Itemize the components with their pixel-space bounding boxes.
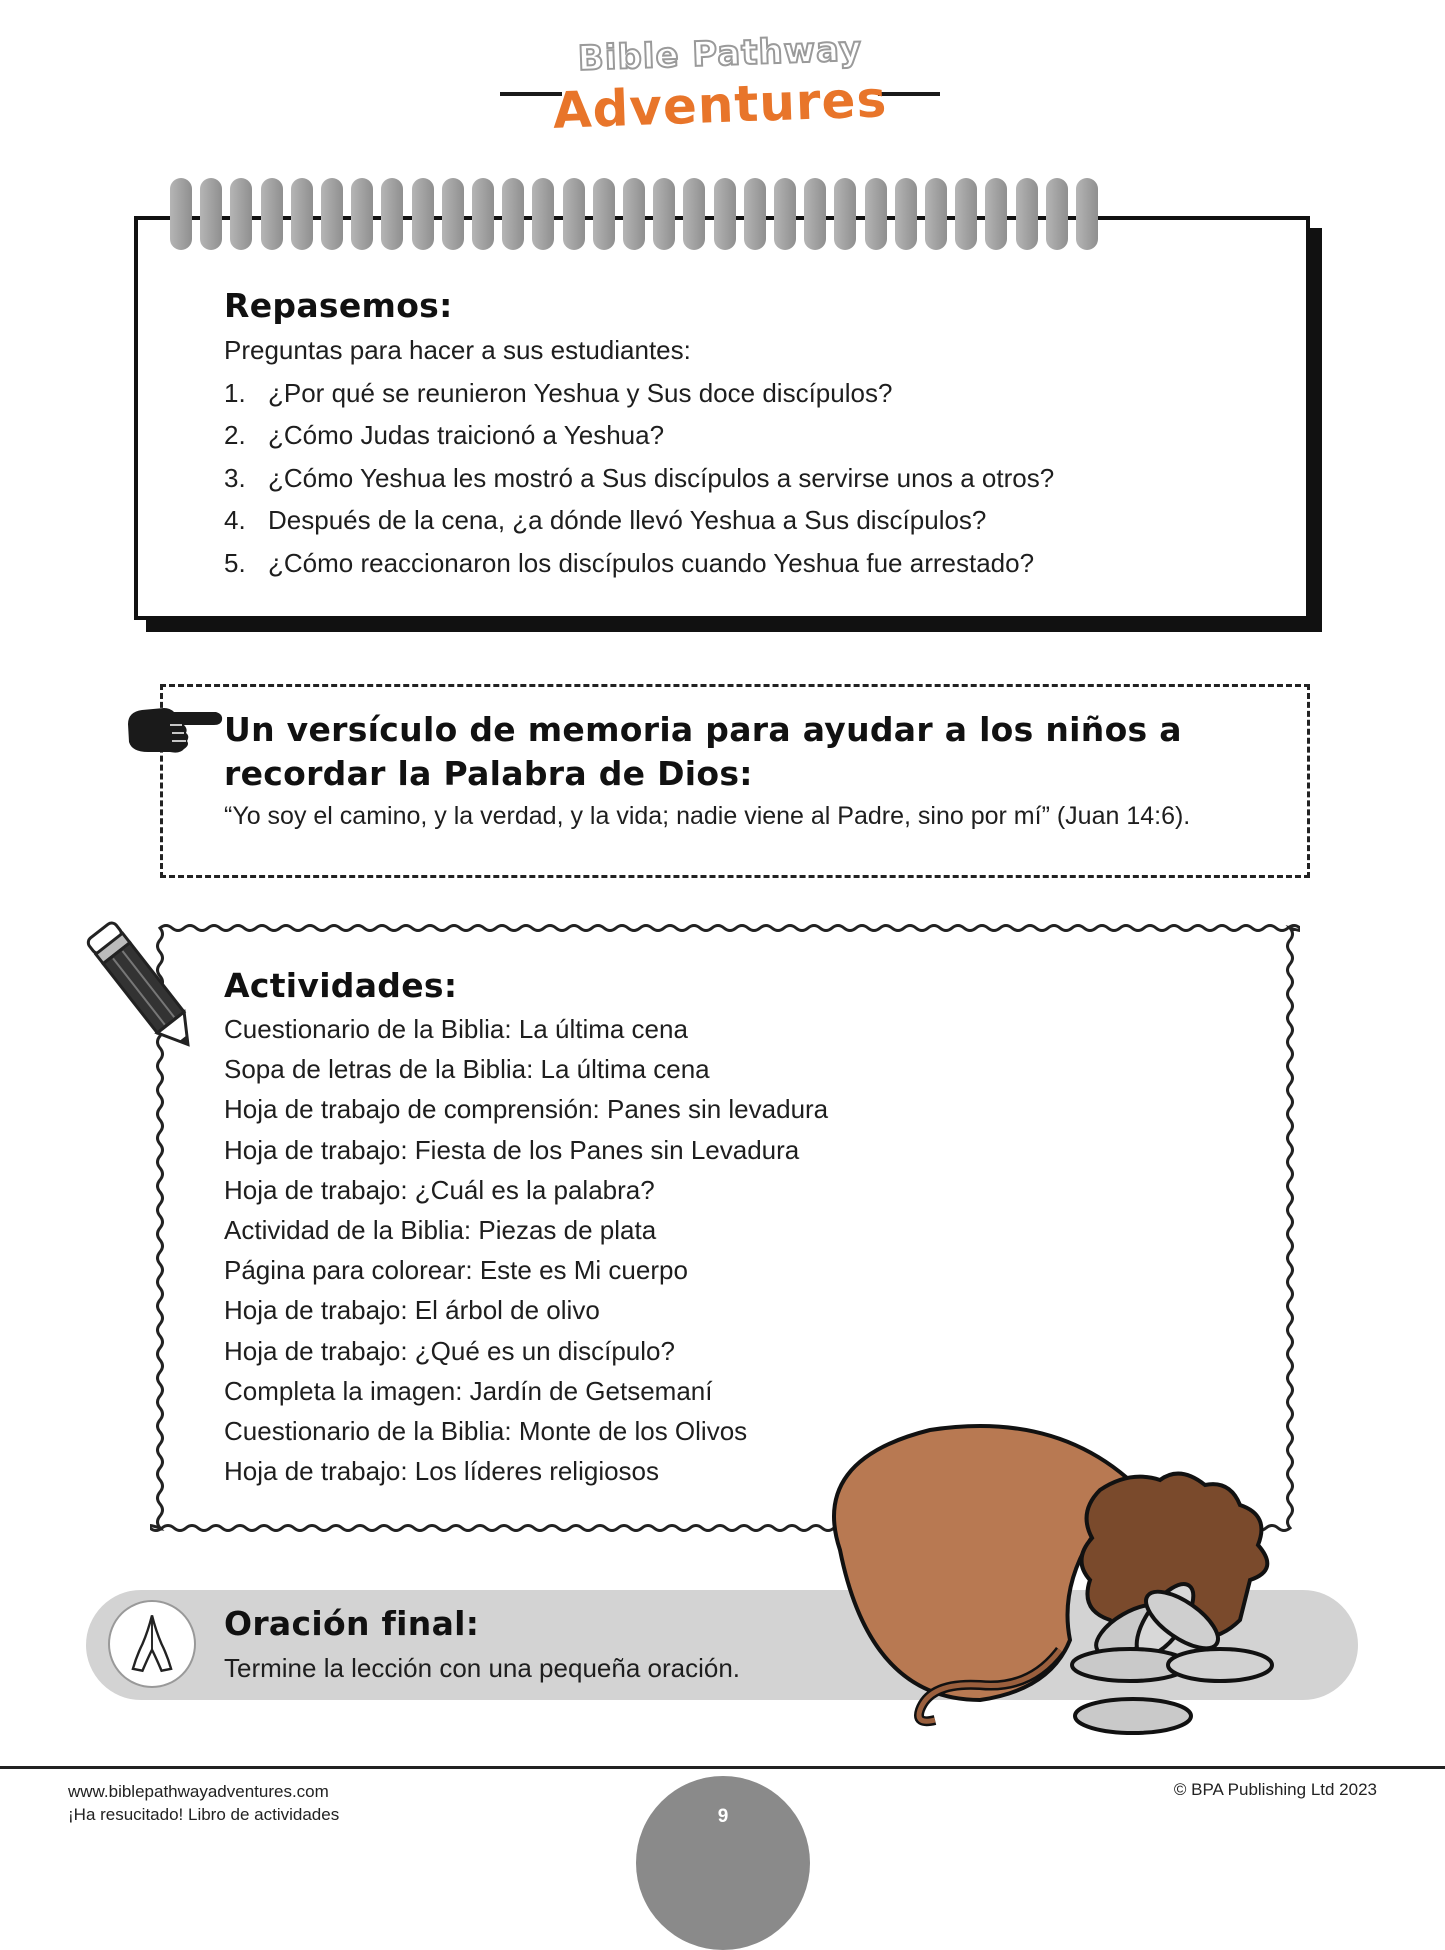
memory-verse-title-line2: recordar la Palabra de Dios: (224, 754, 753, 793)
review-intro: Preguntas para hacer a sus estudiantes: (224, 335, 691, 365)
activity-item: Hoja de trabajo: Fiesta de los Panes sin Levadura (224, 1134, 800, 1165)
activity-item: Cuestionario de la Biblia: Monte de los Olivos (224, 1416, 748, 1447)
activity-item: Hoja de trabajo: ¿Cuál es la palabra? (224, 1174, 655, 1205)
footer-book-title: ¡Ha resucitado! Libro de actividades (68, 1805, 340, 1824)
memory-verse-section (224, 708, 1304, 831)
page-number: 9 (717, 1806, 729, 1827)
review-question: 1. ¿Por qué se reunieron Yeshua y Sus doce discípulos? (224, 377, 893, 408)
coin-bag-illustration (810, 1420, 1280, 1740)
spiral-ring (623, 178, 645, 250)
spiral-ring (774, 178, 796, 250)
spiral-ring (563, 178, 585, 250)
spiral-ring (321, 178, 343, 250)
spiral-ring (744, 178, 766, 250)
footer-rule (0, 1766, 1445, 1769)
spiral-ring (261, 178, 283, 250)
spiral-ring (412, 178, 434, 250)
spiral-ring (714, 178, 736, 250)
review-question: 3. ¿Cómo Yeshua les mostró a Sus discípulos a servirse unos a otros? (224, 462, 1055, 493)
activity-item: Hoja de trabajo: Los líderes religiosos (224, 1456, 660, 1487)
review-question-list (224, 372, 1264, 585)
footer-left (68, 1780, 339, 1826)
spiral-ring (502, 178, 524, 250)
review-section (224, 286, 1264, 584)
spiral-ring (200, 178, 222, 250)
review-question: 4. Después de la cena, ¿a dónde llevó Yeshua a Sus discípulos? (224, 505, 987, 535)
footer-website: www.biblepathwayadventures.com (68, 1782, 329, 1801)
pointing-hand-icon (124, 702, 224, 758)
spiral-ring (985, 178, 1007, 250)
activity-item: Hoja de trabajo de comprensión: Panes sin levadura (224, 1094, 829, 1125)
review-question: 5. ¿Cómo reaccionaron los discípulos cuando Yeshua fue arrestado? (224, 547, 1035, 578)
pencil-icon (78, 912, 208, 1062)
spiral-ring (683, 178, 705, 250)
spiral-ring (170, 178, 192, 250)
spiral-ring (593, 178, 615, 250)
spiral-ring (472, 178, 494, 250)
activities-section (224, 966, 1124, 1491)
review-question: 2. ¿Cómo Judas traicionó a Yeshua? (224, 420, 665, 450)
activity-item: Hoja de trabajo: ¿Qué es un discípulo? (224, 1335, 675, 1366)
activities-title: Actividades: (224, 966, 458, 1005)
activity-item: Completa la imagen: Jardín de Getsemaní (224, 1375, 713, 1406)
praying-hands-icon (108, 1600, 196, 1688)
spiral-ring (532, 178, 554, 250)
activity-item: Actividad de la Biblia: Piezas de plata (224, 1215, 657, 1246)
spiral-ring (955, 178, 977, 250)
spiral-ring (351, 178, 373, 250)
spiral-ring (895, 178, 917, 250)
footer-copyright: © BPA Publishing Ltd 2023 (1173, 1780, 1377, 1799)
prayer-text: Termine la lección con una pequeña oración. (224, 1653, 741, 1683)
page-number-tab (636, 1776, 810, 1950)
prayer-title: Oración final: (224, 1604, 480, 1643)
logo-line1: Bible Pathway (577, 29, 863, 79)
memory-verse-title-line1: Un versículo de memoria para ayudar a los niños a (224, 710, 1182, 749)
spiral-ring (1046, 178, 1068, 250)
notebook-spiral (170, 178, 1290, 254)
activity-item: Sopa de letras de la Biblia: La última cena (224, 1054, 710, 1085)
spiral-ring (834, 178, 856, 250)
spiral-ring (653, 178, 675, 250)
spiral-ring (381, 178, 403, 250)
logo-line2: Adventures (551, 70, 889, 140)
spiral-ring (442, 178, 464, 250)
spiral-ring (804, 178, 826, 250)
spiral-ring (230, 178, 252, 250)
memory-verse-text: “Yo soy el camino, y la verdad, y la vida; nadie viene al Padre, sino por mí” (Juan 14:6). (224, 802, 1191, 830)
spiral-ring (1076, 178, 1098, 250)
activity-item: Cuestionario de la Biblia: La última cena (224, 1014, 688, 1044)
spiral-ring (1016, 178, 1038, 250)
logo (480, 30, 960, 140)
activity-item: Hoja de trabajo: El árbol de olivo (224, 1295, 600, 1326)
spiral-ring (925, 178, 947, 250)
review-title: Repasemos: (224, 286, 453, 325)
spiral-ring (291, 178, 313, 250)
activity-item: Página para colorear: Este es Mi cuerpo (224, 1255, 688, 1286)
spiral-ring (865, 178, 887, 250)
